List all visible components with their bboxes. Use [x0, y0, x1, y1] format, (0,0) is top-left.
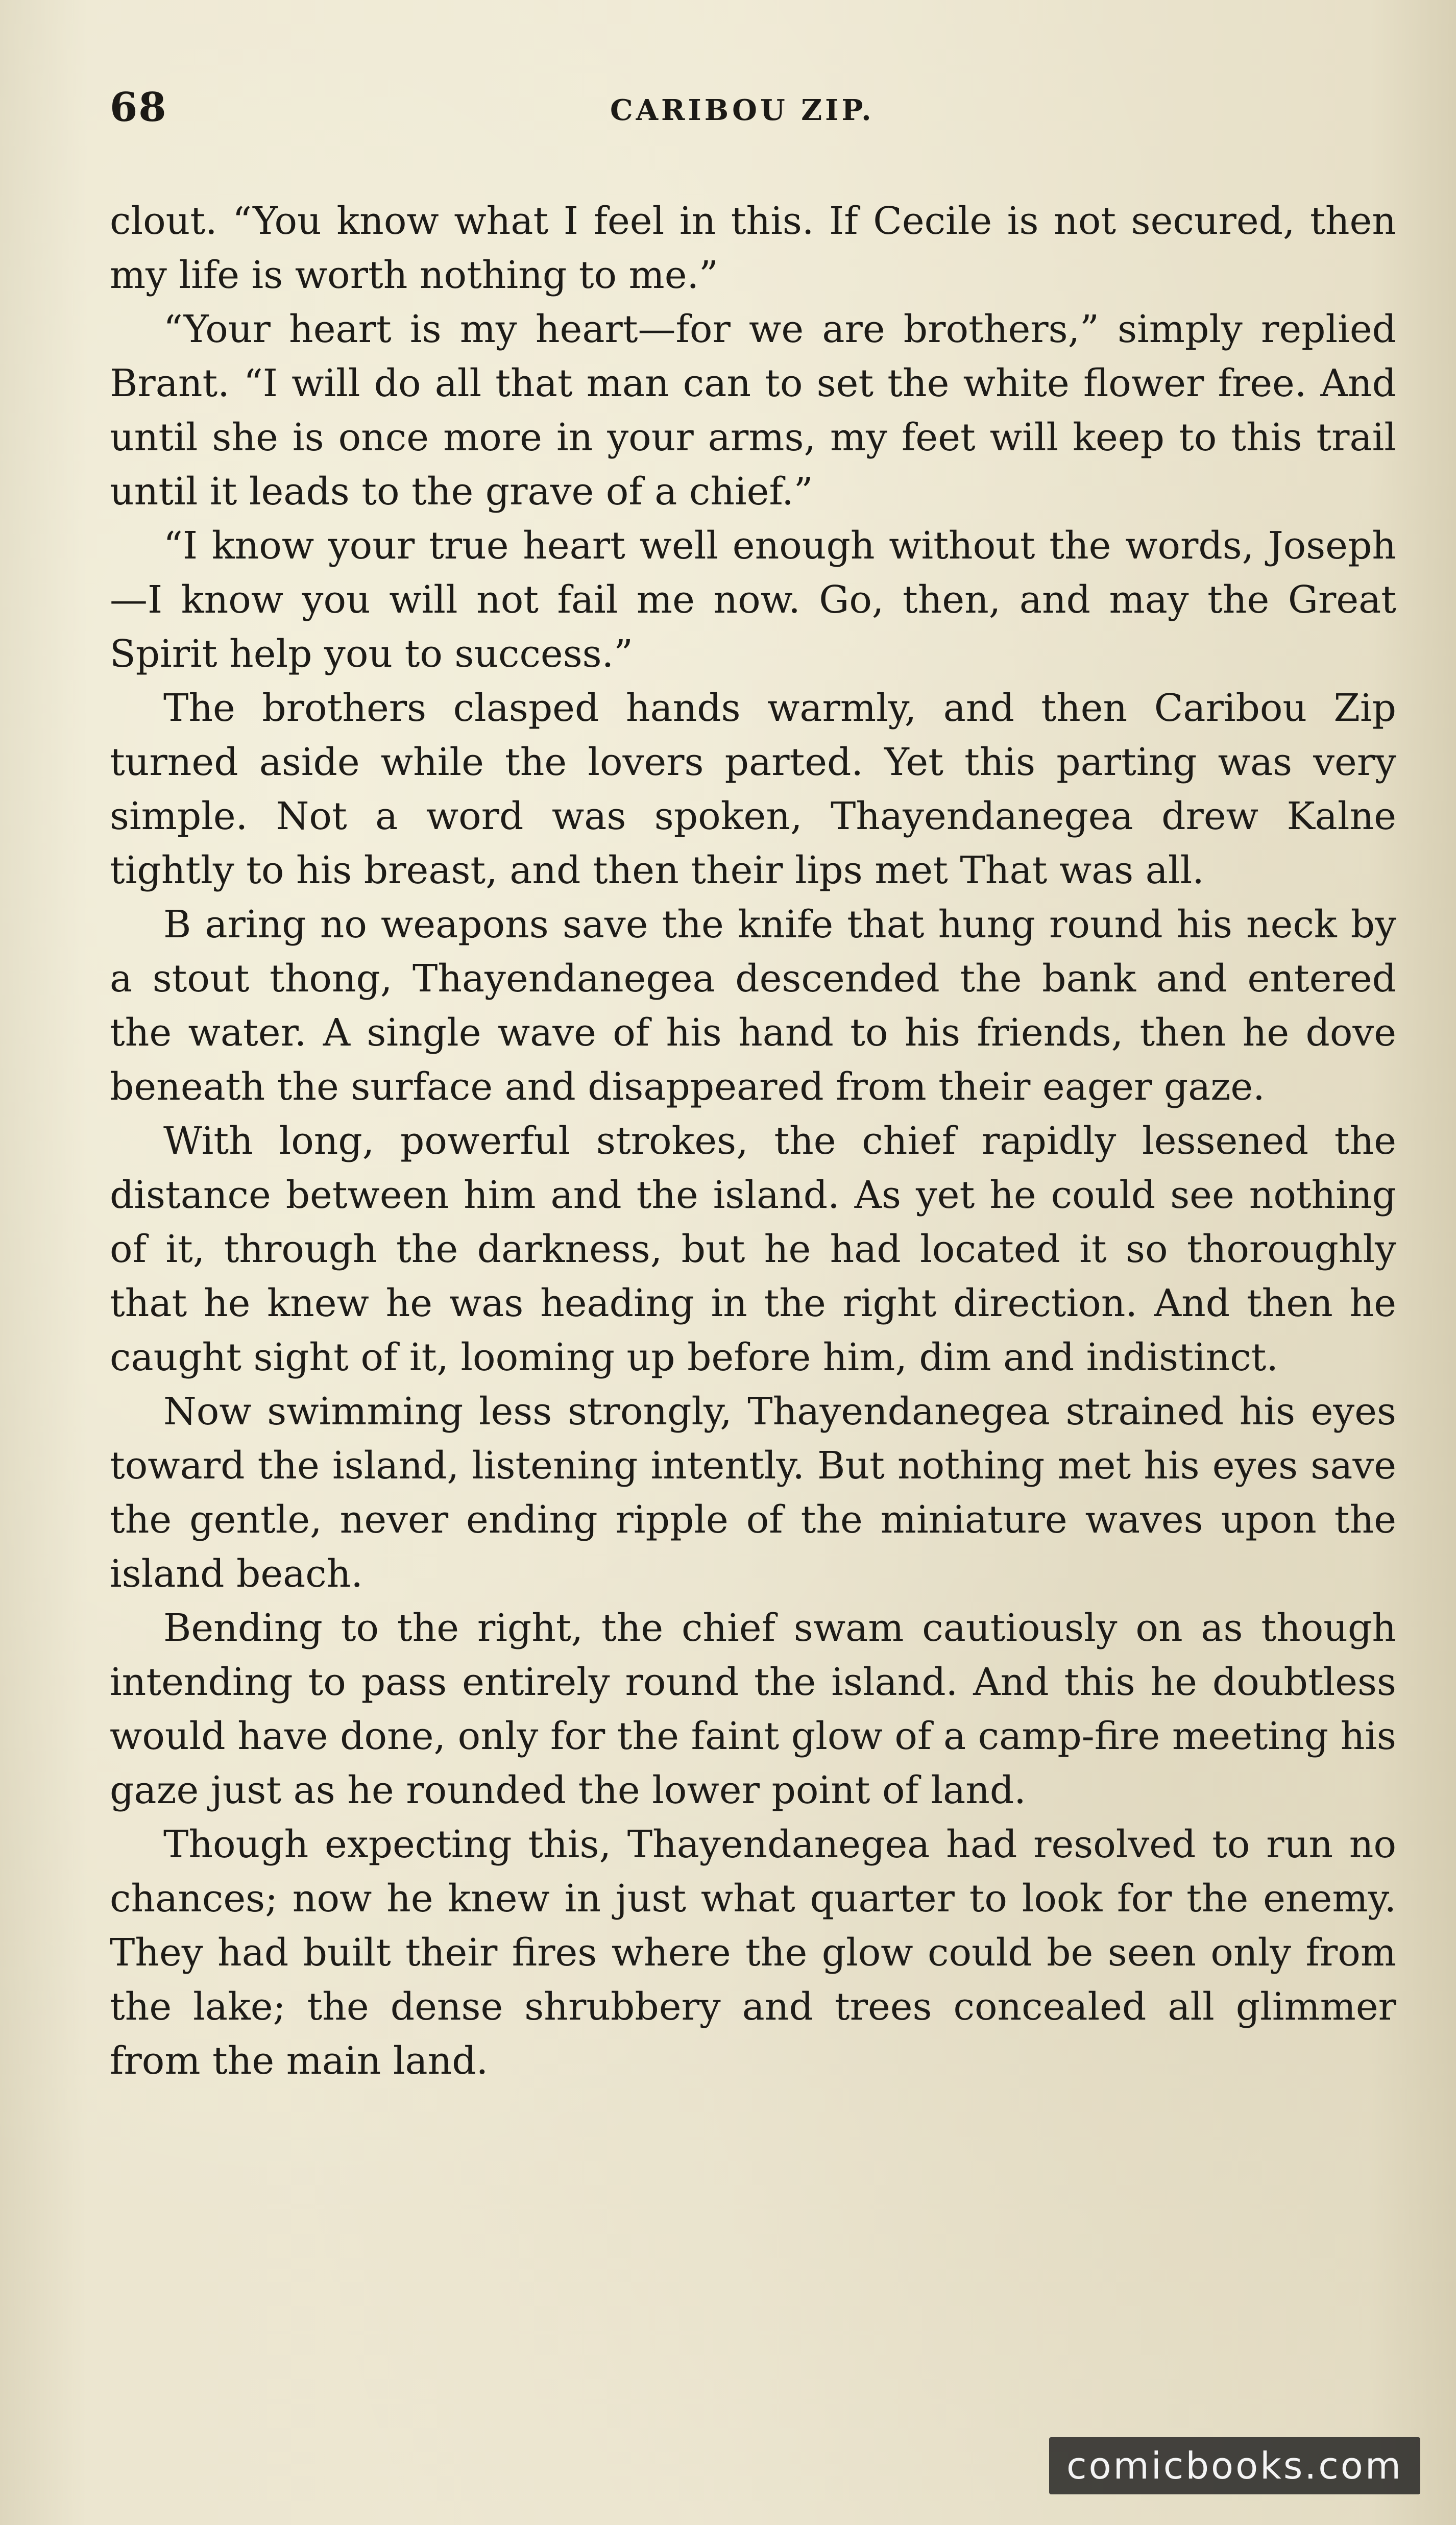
paragraph: Now swimming less strongly, Thayendanegea strained his eyes toward the island, listening intently. But nothing met his eyes save the gentle, never ending ripple of the miniature waves upon the island beach. — [110, 1390, 1396, 1596]
watermark: comicbooks.com — [1049, 2437, 1420, 2494]
body-text — [110, 194, 1396, 2088]
running-head: CARIBOU ZIP. — [610, 93, 875, 127]
page-number: 68 — [110, 84, 167, 131]
paragraph: clout. “You know what I feel in this. If Cecile is not secured, then my life is worth nothing to me.” — [110, 199, 1396, 297]
paragraph: The brothers clasped hands warmly, and then Caribou Zip turned aside while the lovers parted. Yet this parting was very simple. Not a word was spoken, Thayendanegea drew Kalne tightly to his breast, and then their lips met That was all. — [110, 686, 1396, 892]
paragraph: Bending to the right, the chief swam cautiously on as though intending to pass entirely round the island. And this he doubtless would have done, only for the faint glow of a camp-fire meeting his gaze just as he rounded the lower point of land. — [110, 1606, 1396, 1812]
paragraph: Though expecting this, Thayendanegea had resolved to run no chances; now he knew in just what quarter to look for the enemy. They had built their fires where the glow could be seen only from the lake; the dense shrubbery and trees concealed all glimmer from the main land. — [110, 1823, 1396, 2083]
paragraph: “Your heart is my heart—for we are brothers,” simply replied Brant. “I will do all that man can to set the white flower free. And until she is once more in your arms, my feet will keep to this trail until it leads to the grave of a chief.” — [110, 307, 1396, 514]
paragraph: With long, powerful strokes, the chief rapidly lessened the distance between him and the island. As yet he could see nothing of it, through the darkness, but he had located it so thoroughly that he knew he was heading in the right direction. And then he caught sight of it, looming up before him, dim and indistinct. — [110, 1119, 1396, 1379]
paragraph: “I know your true heart well enough without the words, Joseph—I know you will not fail me now. Go, then, and may the Great Spirit help you to success.” — [110, 524, 1396, 676]
paragraph: B aring no weapons save the knife that hung round his neck by a stout thong, Thayendanegea descended the bank and entered the water. A single wave of his hand to his friends, then he dove beneath the surface and disappeared from their eager gaze. — [110, 903, 1396, 1109]
page-header — [110, 84, 1396, 145]
